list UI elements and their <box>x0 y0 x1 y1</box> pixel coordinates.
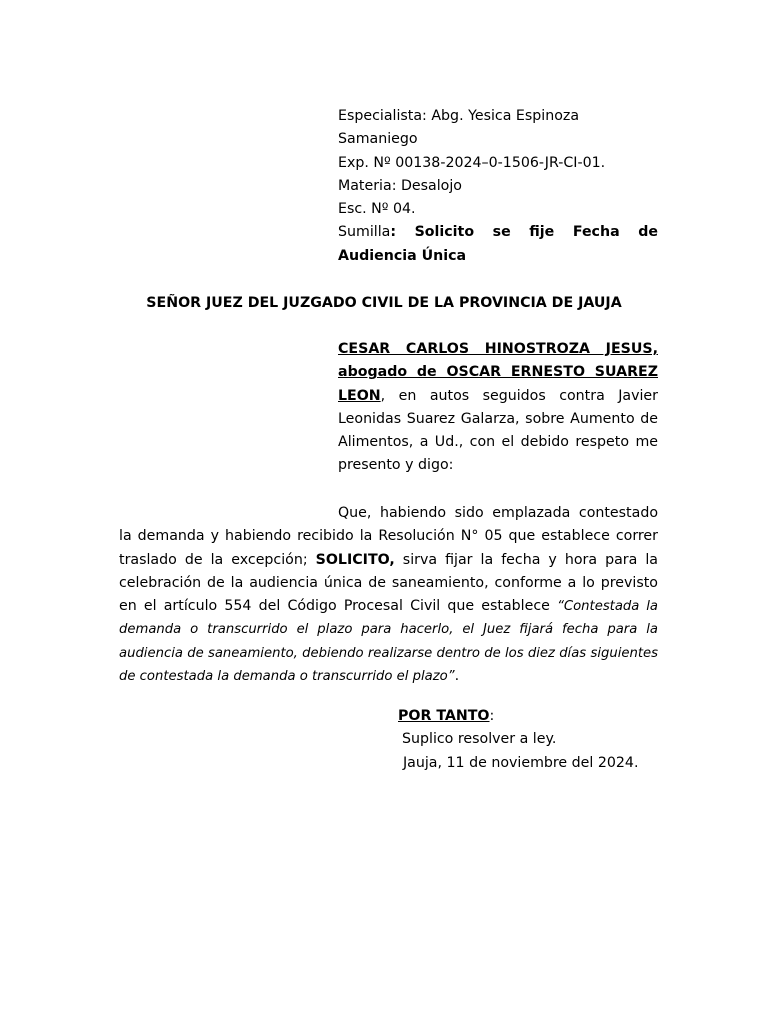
sumilla-text: : Solicito se fije Fecha de <box>390 224 658 241</box>
petition-text-1: Que, habiendo sido emplazada contestado la demanda y habiendo recibido la Resolución N° 05 que establece correr traslado de la excepción; <box>119 505 658 568</box>
por-tanto-colon: : <box>489 708 495 724</box>
petition-end: . <box>454 668 460 685</box>
party-name: CESAR CARLOS HINOSTROZA JESUS, abogado de OSCAR ERNESTO SUAREZ LEON <box>338 341 658 404</box>
petition-paragraph <box>119 502 658 688</box>
solicito-keyword: SOLICITO, <box>315 551 395 568</box>
por-tanto: POR TANTO <box>398 708 490 724</box>
especialista-line-1: Especialista: Abg. Yesica Espinoza <box>338 108 580 124</box>
sumilla-line-1 <box>338 221 658 244</box>
date-line: Jauja, 11 de noviembre del 2024. <box>403 754 639 771</box>
closing-block <box>398 705 638 775</box>
por-tanto-line <box>398 708 494 724</box>
petition-text-2: sirva fijar la fecha y hora para la celebración de la audiencia única de saneamiento, conforme a lo previsto en el artículo 554 del Código Procesal Civil que establece <box>119 551 658 615</box>
party-text: , en autos seguidos contra Javier Leonidas Suarez Galarza, sobre Aumento de Alimentos, a Ud., con el debido respeto me presento y digo: <box>338 387 658 474</box>
sumilla-label: Sumilla <box>338 224 391 241</box>
party-introduction <box>338 338 658 478</box>
especialista-line-2: Samaniego <box>338 131 418 148</box>
materia: Materia: Desalojo <box>338 177 462 194</box>
suplico-line: Suplico resolver a ley. <box>402 731 557 748</box>
escrito-number: Esc. Nº 04. <box>338 201 416 218</box>
case-header <box>338 105 658 268</box>
expediente-number: Exp. Nº 00138-2024–0-1506-JR-CI-01. <box>338 154 606 171</box>
court-addressee-title: SEÑOR JUEZ DEL JUZGADO CIVIL DE LA PROVINCIA DE JAUJA <box>146 295 622 311</box>
legal-quote: “Contestada la demanda o transcurrido el plazo para hacerlo, el Juez fijará fecha para la audiencia de saneamiento, debiendo realizarse dentro de los diez días siguientes de contestada la demanda o transcurrido el plazo” <box>119 599 658 685</box>
sumilla-line-2: Audiencia Única <box>338 247 467 264</box>
